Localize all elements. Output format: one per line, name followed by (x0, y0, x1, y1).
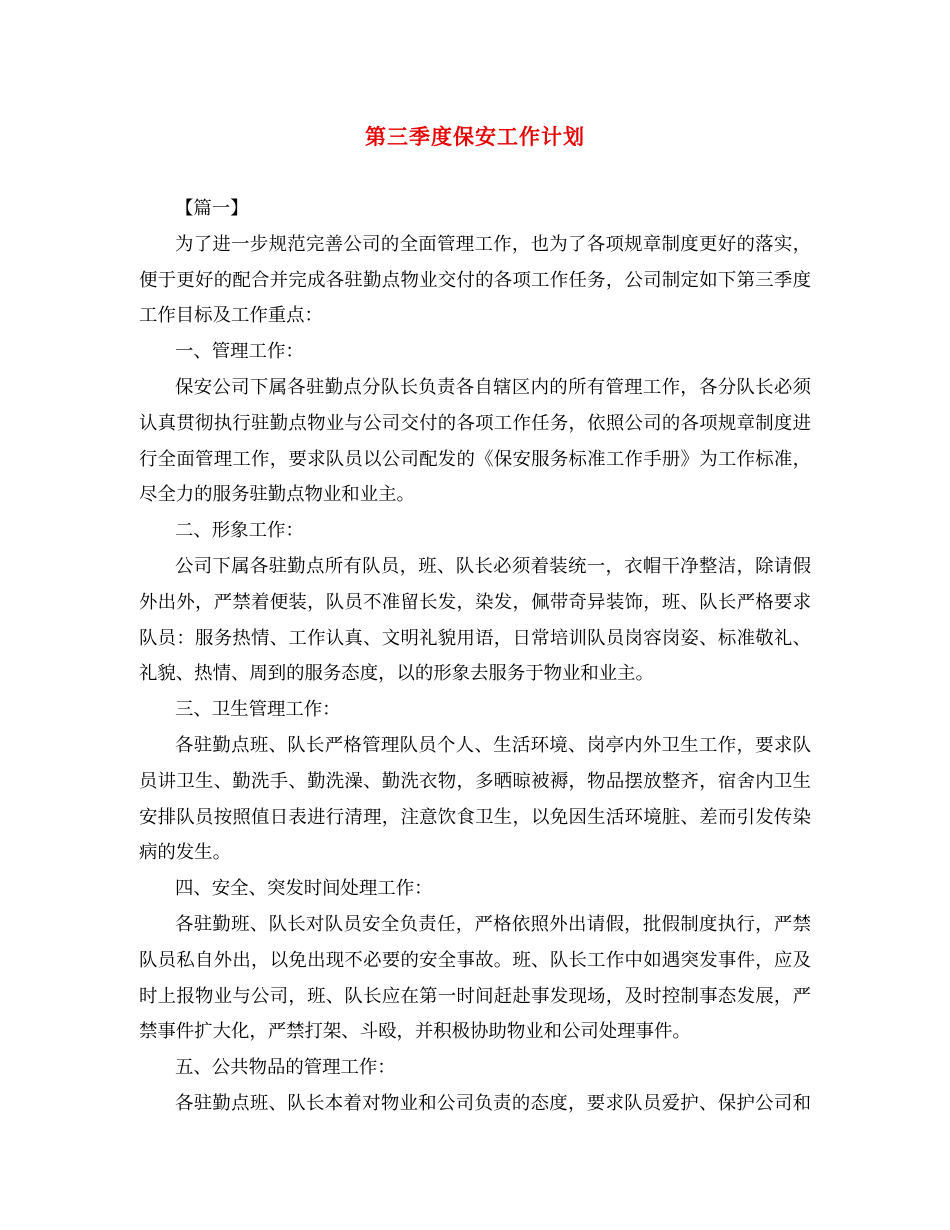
text-line: 二、形象工作： (175, 520, 304, 542)
text-line: 外出外，严禁着便装，队员不准留长发，染发，佩带奇异装饰，班、队长严格要求 (139, 591, 811, 613)
text-line: 认真贯彻执行驻勤点物业与公司交付的各项工作任务，依照公司的各项规章制度进 (139, 412, 811, 434)
text-line: 五、公共物品的管理工作： (175, 1057, 396, 1079)
document-title: 第三季度保安工作计划 (365, 124, 585, 149)
text-line: 尽全力的服务驻勤点物业和业主。 (139, 484, 415, 506)
text-line: 队员：服务热情、工作认真、文明礼貌用语，日常培训队员岗容岗姿、标准敬礼、 (139, 627, 811, 649)
text-line: 【篇一】 (175, 198, 249, 219)
text-line: 四、安全、突发时间处理工作： (175, 878, 433, 900)
text-line: 行全面管理工作，要求队员以公司配发的《保安服务标准工作手册》为工作标准， (139, 448, 811, 470)
text-line: 保安公司下属各驻勤点分队长负责各自辖区内的所有管理工作，各分队长必须 (175, 376, 811, 398)
text-line: 便于更好的配合并完成各驻勤点物业交付的各项工作任务，公司制定如下第三季度 (139, 269, 811, 291)
text-line: 队员私自外出，以免出现不必要的安全事故。班、队长工作中如遇突发事件，应及 (139, 949, 811, 971)
text-line: 各驻勤点班、队长本着对物业和公司负责的态度，要求队员爱护、保护公司和 (175, 1092, 811, 1114)
document-body (139, 191, 811, 1122)
text-line: 安排队员按照值日表进行清理，注意饮食卫生，以免因生活环境脏、差而引发传染 (139, 806, 811, 828)
text-line: 公司下属各驻勤点所有队员，班、队长必须着装统一，衣帽干净整洁，除请假 (175, 555, 811, 577)
text-line: 为了进一步规范完善公司的全面管理工作，也为了各项规章制度更好的落实， (175, 233, 811, 255)
text-line: 礼貌、热情、周到的服务态度，以的形象去服务于物业和业主。 (139, 663, 654, 685)
text-line: 时上报物业与公司，班、队长应在第一时间赶赴事发现场，及时控制事态发展，严 (139, 985, 811, 1007)
text-line: 病的发生。 (139, 842, 231, 864)
text-line: 一、管理工作： (175, 341, 304, 363)
text-line: 各驻勤班、队长对队员安全负责任，严格依照外出请假，批假制度执行，严禁 (175, 913, 811, 935)
text-line: 员讲卫生、勤洗手、勤洗澡、勤洗衣物，多晒晾被褥，物品摆放整齐，宿舍内卫生 (139, 770, 811, 792)
text-line: 各驻勤点班、队长严格管理队员个人、生活环境、岗亭内外卫生工作，要求队 (175, 734, 811, 756)
text-line: 三、卫生管理工作： (175, 699, 341, 721)
text-line: 工作目标及工作重点： (139, 305, 323, 327)
text-line: 禁事件扩大化，严禁打架、斗殴，并积极协助物业和公司处理事件。 (139, 1021, 691, 1043)
